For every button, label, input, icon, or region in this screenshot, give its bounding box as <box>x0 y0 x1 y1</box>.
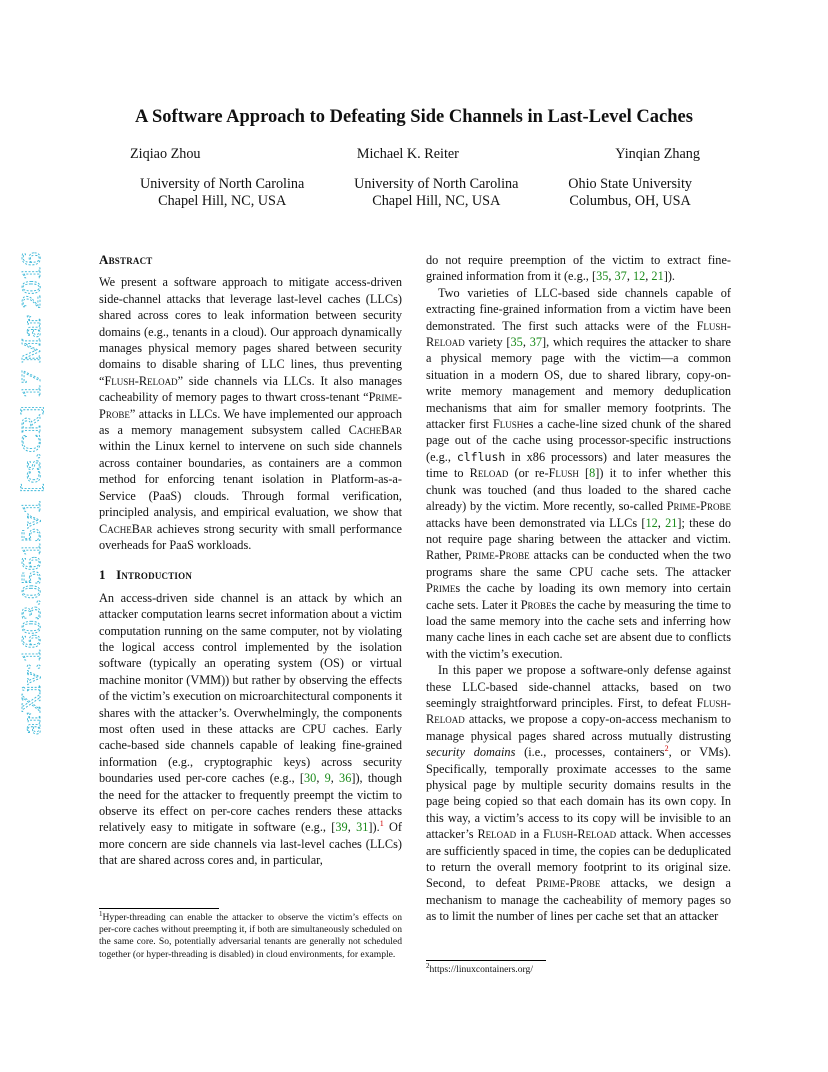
affiliation-institution: University of North Carolina <box>140 176 305 192</box>
right-column <box>426 252 731 925</box>
code-instruction: clflush <box>456 449 506 464</box>
footnote: $^1$Hyper-threading can enable the attacker to observe the victim’s effects on per-core caches without preempting it, if both are simultaneously scheduled on the same core. So, potentially adversarial tenants are generally not scheduled together (or hyper-threading is disabled) in cloud environments, for example. <box>99 909 402 960</box>
citation-link[interactable]: 8 <box>589 466 596 481</box>
footnote-rule <box>99 908 219 909</box>
citation-link[interactable]: 12 <box>645 515 658 530</box>
affiliation <box>568 176 692 210</box>
citation-link[interactable]: 37 <box>614 269 627 284</box>
affiliation-institution: University of North Carolina <box>354 176 519 192</box>
section-title: Introduction <box>116 567 193 583</box>
affiliation-list <box>140 176 692 210</box>
citation-link[interactable]: 35 <box>510 335 523 350</box>
author-name: Ziqiao Zhou <box>130 146 201 162</box>
citation-link[interactable]: 30 <box>304 771 317 786</box>
footnote-rule <box>426 960 546 961</box>
section-heading-introduction <box>99 567 402 583</box>
citation-link[interactable]: 39 <box>335 820 348 835</box>
citation-link[interactable]: 9 <box>324 771 331 786</box>
left-column <box>99 252 402 869</box>
abstract-heading: Abstract <box>99 252 153 267</box>
affiliation <box>354 176 518 210</box>
footnote: $^2$https://linuxcontainers.org/ <box>426 961 533 975</box>
affiliation-location: Chapel Hill, NC, USA <box>372 193 501 209</box>
intro-paragraph: An access-driven side channel is an attack by which an attacker computation learns secret information about a victim computation running on the same computer, not by violating the logical access control implemented by the isolation software (typically an operating system (OS) or virtual machine monitor (VMM)) but rather by observing the effects of the victim’s execution on microarchitectural components it shares with the attacker’s. Overwhelmingly, the components most often used in these attacks are CPU caches. Early cache-based side channels capable of leaking fine-grained information (e.g., cryptographic keys) across security boundaries used per-core caches (e.g., [30, 9, 36]), though the need for the attacker to frequently preempt the victim to observe its effect on per-core caches renders these attacks relatively easy to mitigate in software (e.g., [39, 31]).$^1$ Of more concern are side channels via last-level caches (LLCs) that are shared across cores and, in particular, <box>99 590 402 868</box>
citation-link[interactable]: 37 <box>529 335 542 350</box>
paper-title: A Software Approach to Defeating Side Channels in Last-Level Caches <box>135 107 693 127</box>
section-number: 1 <box>99 567 106 583</box>
citation-link[interactable]: 21 <box>665 515 678 530</box>
affiliation <box>140 176 304 210</box>
footnote-link[interactable]: 1 <box>379 819 384 829</box>
arxiv-stamp <box>16 252 46 735</box>
body-paragraph: do not require preemption of the victim to extract fine-grained information from it (e.g., [35, 37, 12, 21]). <box>426 253 731 284</box>
affiliation-institution: Ohio State University <box>568 176 692 192</box>
body-paragraph: In this paper we propose a software-only defense against these LLC-based side-channel attacks, based on two seemingly straightforward principles. First, to defeat Flush-Reload attacks, we propose a copy-on-access mechanism to manage physical pages shared across mutually distrusting security domains (i.e., processes, containers$^2$, or VMs). Specifically, temporally proximate accesses to the same physical page by multiple security domains results in the page being copied so that each domain has its own copy. In this way, a victim’s access to its copy will be invisible to an attacker’s Reload in a Flush-Reload attack. When accesses are sufficiently spaced in time, the copies can be deduplicated to return the overall memory footprint to its original size. Second, to defeat Prime-Probe attacks, we design a mechanism to manage the cacheability of memory pages so as to limit the number of lines per cache set that an attacker <box>426 663 732 924</box>
affiliation-location: Columbus, OH, USA <box>569 193 691 209</box>
abstract-paragraph: We present a software approach to mitigate access-driven side-channel attacks that leverage last-level caches (LLCs) shared across cores to leak information between security domains (e.g., tenants in a cloud). Our approach dynamically manages physical memory pages shared between security domains to disable sharing of LLC lines, thus preventing “Flush-Reload” side channels via LLCs. It also manages cacheability of memory pages to thwart cross-tenant “Prime-Probe” attacks in LLCs. We have implemented our approach as a memory management subsystem called CacheBar within the Linux kernel to intervene on such side channels across container boundaries, as containers are a common method for enforcing tenant isolation in Platform-as-a-Service (PaaS) clouds. Through formal verification, principled analysis, and empirical evaluation, we show that CacheBar achieves strong security with small performance overheads for PaaS workloads. <box>99 275 402 552</box>
citation-link[interactable]: 35 <box>596 269 609 284</box>
arxiv-stamp-text: arXiv:1603.05615v1 [cs.CR] 17 Mar 2016 <box>16 274 46 735</box>
author-list <box>130 146 700 163</box>
citation-link[interactable]: 21 <box>651 269 664 284</box>
author-name: Yinqian Zhang <box>615 146 700 162</box>
author-name: Michael K. Reiter <box>356 146 459 162</box>
citation-link[interactable]: 36 <box>339 771 352 786</box>
citation-link[interactable]: 12 <box>632 269 646 284</box>
affiliation-location: Chapel Hill, NC, USA <box>158 193 287 209</box>
citation-link[interactable]: 31 <box>356 820 369 835</box>
body-paragraph: Two varieties of LLC-based side channels capable of extracting fine-grained information from a victim have been demonstrated. The first such attacks were of the Flush-Reload variety [35, 37], which requires the attacker to share a physical memory page with the victim—a common situation in a modern OS, due to shared library, copy-on-write memory management and memory deduplication mechanisms that aim for smaller memory footprints. The attacker first Flushes a cache-line sized chunk of the shared page out of the cache using processor-specific instructions (e.g., clflush in x86 processors) and later measures the time to Reload (or re-Flush [8]) it to infer whether this chunk was touched (and thus loaded to the shared cache already) by the victim. More recently, so-called Prime-Probe attacks have been demonstrated via LLCs [12, 21]; these do not require page sharing between the attacker and victim. Rather, Prime-Probe attacks can be conducted when the two programs share the same CPU cache sets. The attacker Primes the cache by loading its own memory into certain cache sets. Later it Probes the cache by measuring the time to load the same memory into the cache sets and inferring how many cache lines in each cache set are absent due to conflicts with the victim’s execution. <box>426 285 732 661</box>
footnote-link[interactable]: 2 <box>664 744 669 754</box>
